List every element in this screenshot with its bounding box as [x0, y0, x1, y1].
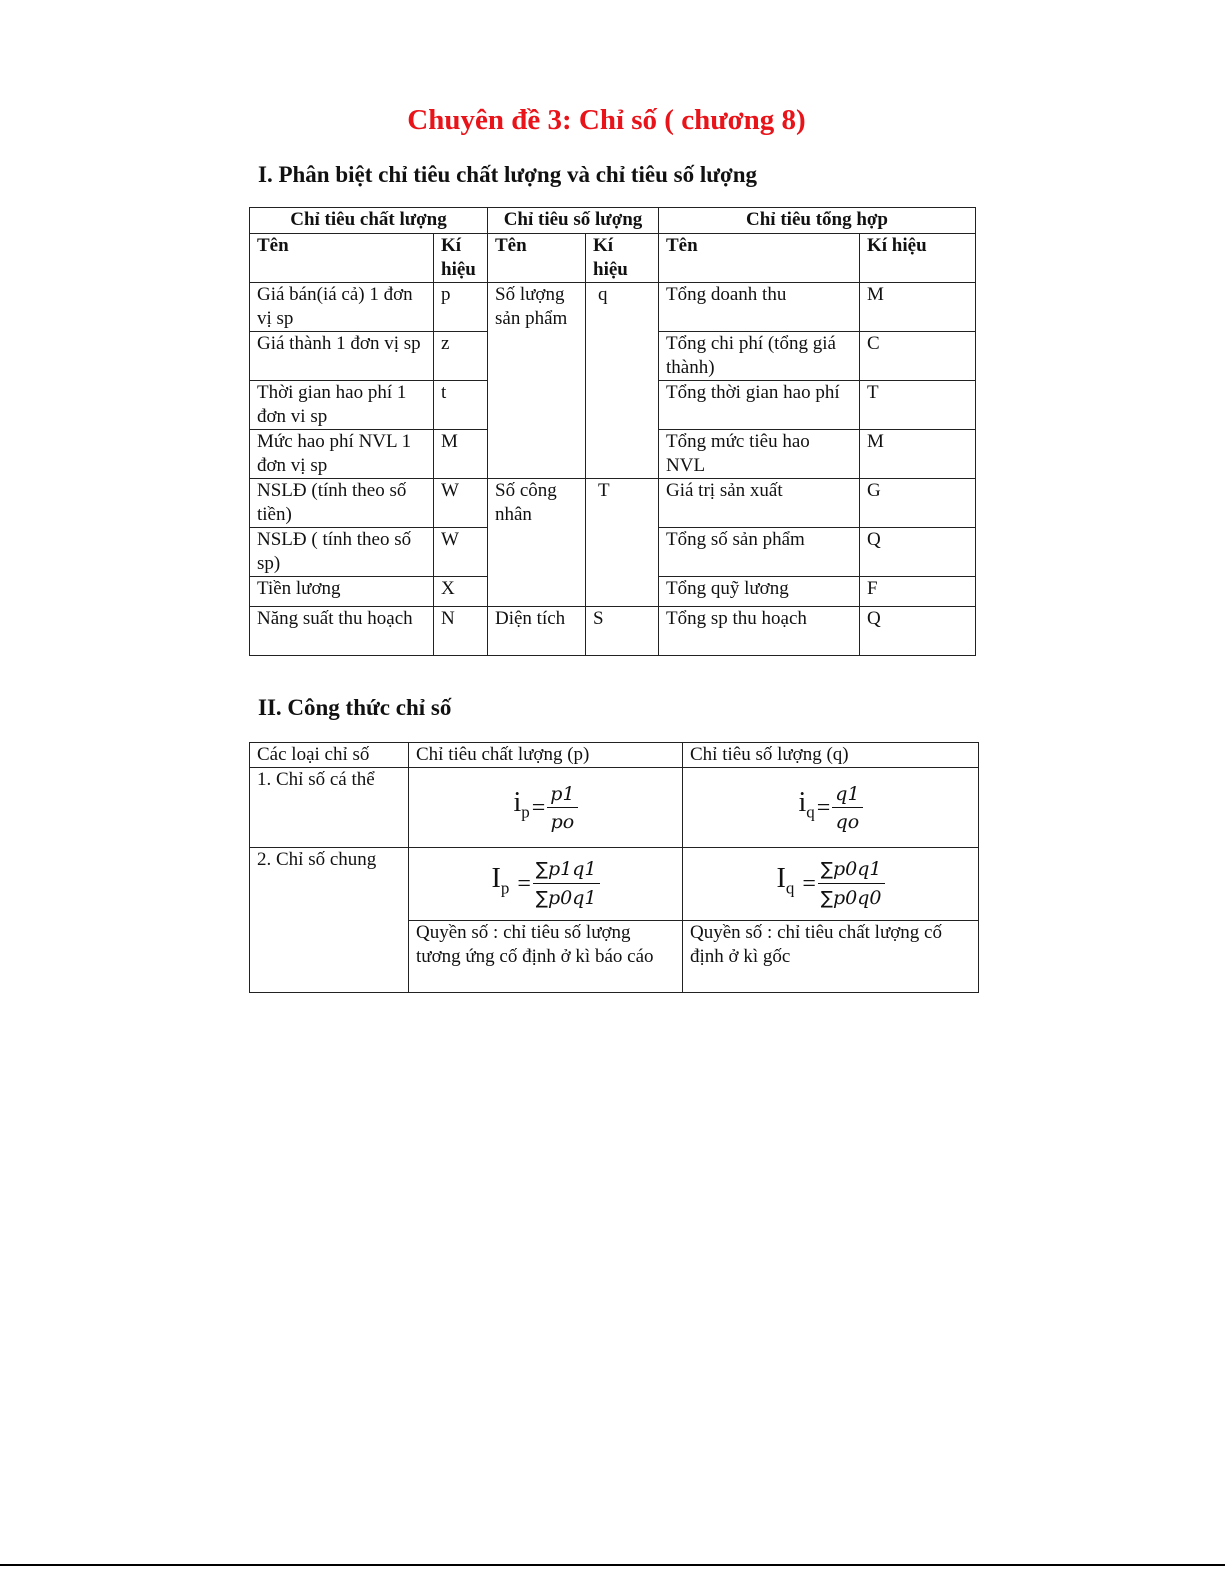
weight-note-quantity: Quyền số : chỉ tiêu chất lượng cố định ở kì gốc: [683, 921, 979, 993]
section-heading-1: I. Phân biệt chỉ tiêu chất lượng và chỉ tiêu số lượng: [258, 162, 758, 187]
page-bottom-border: [0, 1564, 1225, 1566]
total-symbol-cell: G: [860, 479, 976, 528]
total-symbol-cell: M: [860, 430, 976, 479]
quality-symbol-cell: t: [434, 381, 488, 430]
total-symbol-cell: Q: [860, 607, 976, 656]
total-name-cell: Tổng quỹ lương: [659, 577, 860, 607]
quality-name-cell: NSLĐ ( tính theo số sp): [250, 528, 434, 577]
row-label-individual-index: 1. Chỉ số cá thể: [250, 768, 409, 848]
total-symbol-cell: Q: [860, 528, 976, 577]
section-heading-2: II. Công thức chỉ số: [258, 695, 452, 720]
total-symbol-cell: C: [860, 332, 976, 381]
quality-name-cell: Năng suất thu hoạch: [250, 607, 434, 656]
total-name-cell: Giá trị sản xuất: [659, 479, 860, 528]
quality-symbol-cell: N: [434, 607, 488, 656]
quality-name-header: Tên: [250, 234, 434, 283]
quality-symbol-cell: p: [434, 283, 488, 332]
formula-ip: $i_p=$ $\frac{p1}{po}$: [409, 768, 683, 848]
total-symbol-header: Kí hiệu: [860, 234, 976, 283]
quality-name-cell: Mức hao phí NVL 1 đơn vị sp: [250, 430, 434, 479]
total-name-cell: Tổng số sản phẩm: [659, 528, 860, 577]
quality-name-cell: Tiền lương: [250, 577, 434, 607]
total-symbol-cell: F: [860, 577, 976, 607]
total-name-cell: Tổng chi phí (tổng giá thành): [659, 332, 860, 381]
formula-iq: $i_q=$ $\frac{q1}{qo}$: [683, 768, 979, 848]
total-symbol-cell: M: [860, 283, 976, 332]
quality-name-cell: Thời gian hao phí 1 đơn vi sp: [250, 381, 434, 430]
document-title: Chuyên đề 3: Chỉ số ( chương 8): [407, 104, 806, 136]
quantity-symbol-cell: S: [586, 607, 659, 656]
quantity-name-cell: Số công nhân: [488, 479, 586, 607]
total-name-cell: Tổng sp thu hoạch: [659, 607, 860, 656]
total-symbol-cell: T: [860, 381, 976, 430]
quality-symbol-cell: W: [434, 528, 488, 577]
quality-name-cell: Giá thành 1 đơn vị sp: [250, 332, 434, 381]
quantity-symbol-header: Kí hiệu: [586, 234, 659, 283]
quality-symbol-cell: z: [434, 332, 488, 381]
quantity-symbol-cell: q: [586, 283, 659, 479]
quality-symbol-cell: X: [434, 577, 488, 607]
quality-symbol-cell: M: [434, 430, 488, 479]
group-header-total: Chỉ tiêu tổng hợp: [659, 208, 976, 234]
formula-Iq: $I_q$ = $\frac{\sum p0q1}{\sum p0q0}$: [683, 848, 979, 921]
formula-header-type: Các loại chỉ số: [250, 743, 409, 768]
formula-header-quality: Chỉ tiêu chất lượng (p): [409, 743, 683, 768]
total-name-header: Tên: [659, 234, 860, 283]
total-name-cell: Tổng thời gian hao phí: [659, 381, 860, 430]
group-header-quantity: Chỉ tiêu số lượng: [488, 208, 659, 234]
total-name-cell: Tổng mức tiêu hao NVL: [659, 430, 860, 479]
formula-Ip: $I_p$ = $\frac{\sum p1q1}{\sum p0q1}$: [409, 848, 683, 921]
formula-header-quantity: Chỉ tiêu số lượng (q): [683, 743, 979, 768]
quality-name-cell: NSLĐ (tính theo số tiền): [250, 479, 434, 528]
group-header-quality: Chỉ tiêu chất lượng: [250, 208, 488, 234]
total-name-cell: Tổng doanh thu: [659, 283, 860, 332]
weight-note-quality: Quyền số : chỉ tiêu số lượng tương ứng cố định ở kì báo cáo: [409, 921, 683, 993]
quantity-name-cell: Số lượng sản phẩm: [488, 283, 586, 479]
quality-name-cell: Giá bán(iá cả) 1 đơn vị sp: [250, 283, 434, 332]
indicator-classification-table: [249, 207, 976, 656]
quantity-name-cell: Diện tích: [488, 607, 586, 656]
quality-symbol-cell: W: [434, 479, 488, 528]
quantity-name-header: Tên: [488, 234, 586, 283]
quantity-symbol-cell: T: [586, 479, 659, 607]
index-formula-table: [249, 742, 979, 993]
row-label-general-index: 2. Chỉ số chung: [250, 848, 409, 993]
quality-symbol-header: Kí hiệu: [434, 234, 488, 283]
